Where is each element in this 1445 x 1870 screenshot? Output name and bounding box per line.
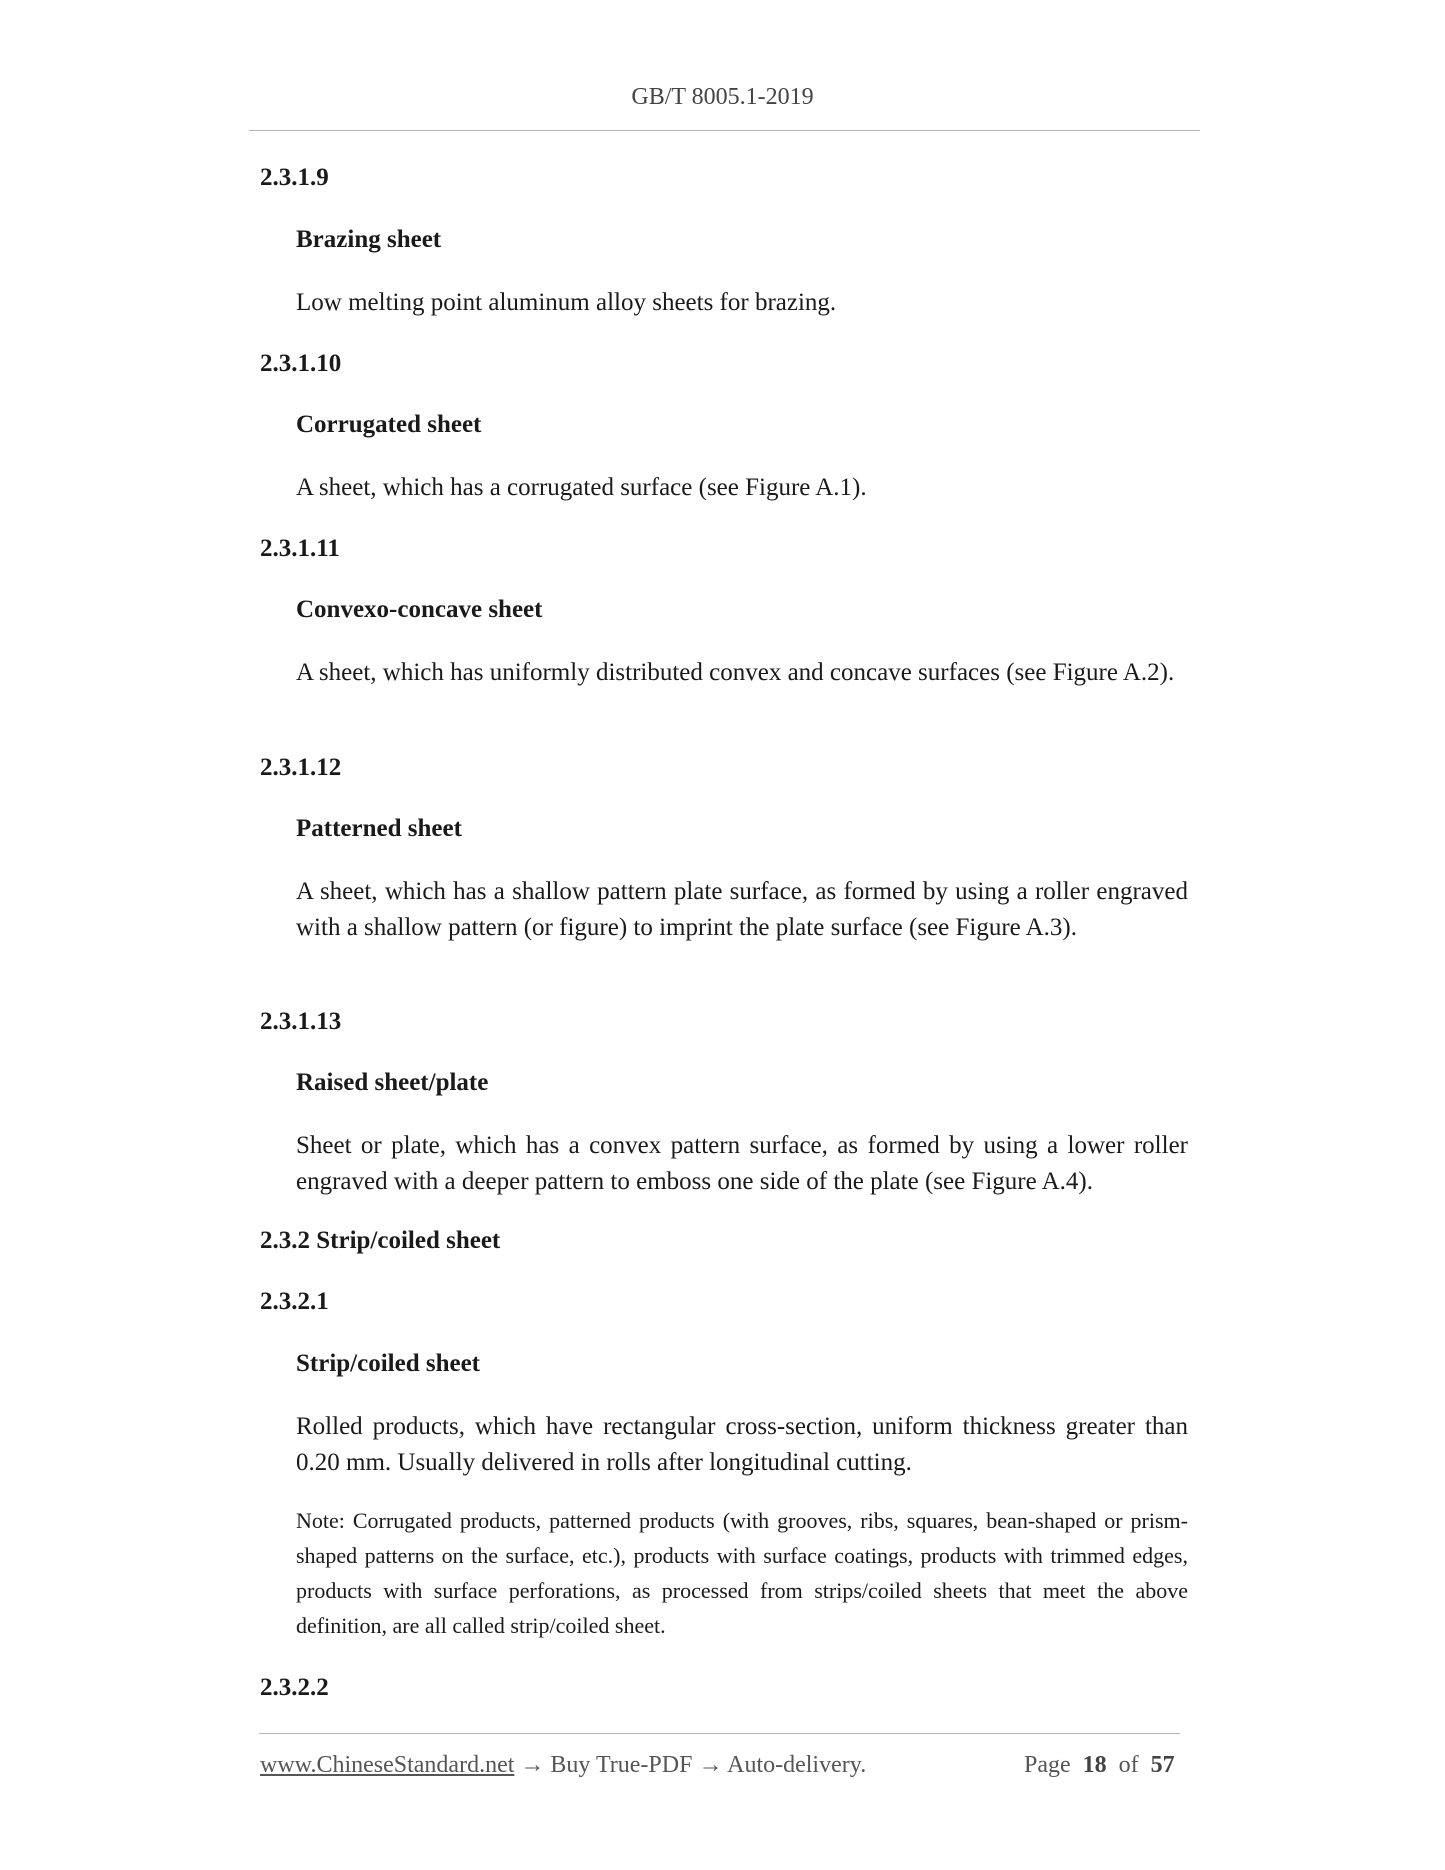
section-heading: 2.3.2 Strip/coiled sheet [260, 1227, 501, 1254]
clause-number: 2.3.2.2 [260, 1674, 329, 1701]
term-title: Corrugated sheet [296, 411, 482, 438]
footer-promo [260, 1752, 866, 1779]
term-definition: A sheet, which has a shallow pattern plate surface, as formed by using a roller engraved with a shallow pattern (or figure) to imprint the plate surface (see Figure A.3). [296, 878, 1188, 941]
term-definition: A sheet, which has uniformly distributed convex and concave surfaces (see Figure A.2). [296, 659, 1175, 686]
term-title: Convexo-concave sheet [296, 596, 543, 623]
term-note: Note: Corrugated products, patterned products (with grooves, ribs, squares, bean-shaped or prism-shaped patterns on the surface, etc.), products with surface coatings, products with trimmed edges, products with surface perforations, as processed from strips/coiled sheets that meet the above definition, are all called strip/coiled sheet. [296, 1508, 1188, 1638]
total-pages: 57 [1150, 1752, 1175, 1778]
term-definition: Low melting point aluminum alloy sheets for brazing. [296, 289, 837, 316]
page-number: 18 [1082, 1752, 1107, 1778]
term-title: Patterned sheet [296, 815, 462, 842]
clause-number: 2.3.1.11 [260, 535, 340, 562]
site-link[interactable]: www.ChineseStandard.net [260, 1752, 515, 1778]
clause-number: 2.3.1.10 [260, 350, 342, 377]
clause-number: 2.3.1.9 [260, 164, 329, 191]
term-definition: Rolled products, which have rectangular cross-section, uniform thickness greater than 0.20 mm. Usually delivered in rolls after longitudinal cutting. [296, 1413, 1188, 1476]
clause-number: 2.3.1.12 [260, 754, 342, 781]
term-title: Brazing sheet [296, 226, 442, 253]
page-indicator: Page 18 of 57 [1024, 1752, 1175, 1778]
term-definition: Sheet or plate, which has a convex pattern surface, as formed by using a lower roller engraved with a deeper pattern to emboss one side of the plate (see Figure A.4). [296, 1132, 1188, 1195]
term-title: Raised sheet/plate [296, 1069, 489, 1096]
header-title: GB/T 8005.1-2019 [631, 84, 814, 110]
header-rule [249, 130, 1200, 131]
clause-number: 2.3.1.13 [260, 1008, 342, 1035]
footer-rule [259, 1733, 1180, 1734]
term-definition: A sheet, which has a corrugated surface (see Figure A.1). [296, 474, 867, 501]
term-title: Strip/coiled sheet [296, 1350, 481, 1377]
clause-number: 2.3.2.1 [260, 1288, 329, 1315]
promo-text: → Buy True-PDF → Auto-delivery. [514, 1752, 867, 1778]
